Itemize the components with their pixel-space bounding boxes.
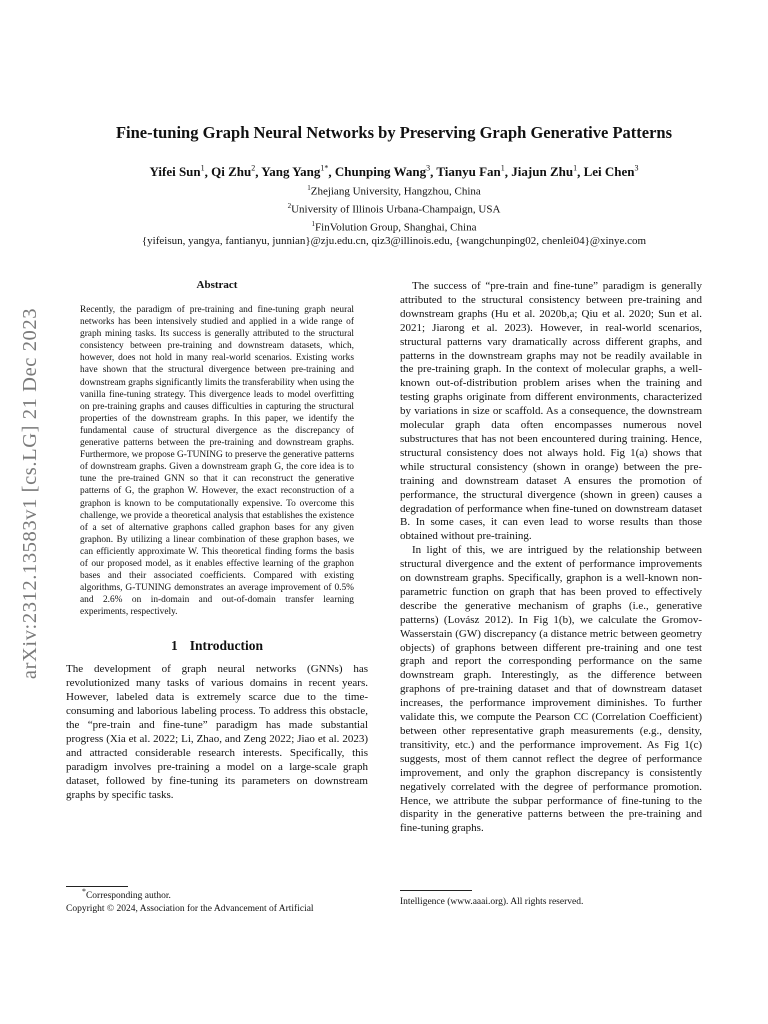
arxiv-stamp bbox=[16, 268, 46, 718]
corresponding-author-note: *Corresponding author. bbox=[82, 887, 171, 902]
copyright-continued: Intelligence (www.aaai.org). All rights reserved. bbox=[400, 897, 584, 907]
right-column bbox=[400, 280, 702, 836]
paper-title: Fine-tuning Graph Neural Networks by Preserving Graph Generative Patterns bbox=[115, 123, 673, 142]
section-heading-introduction bbox=[66, 638, 368, 654]
body-paragraph: In light of this, we are intrigued by the relationship between structural divergence and the extent of performance improvements on downstream graphs. Specifically, graphon is a well-known non-parametric function on graph that has been proved to effectively describe the generative mechanism of graphs (i.e., generative patterns) (Lovász 2012). In Fig 1(b), we calculate the Gromov-Wasserstain (GW) discrepancy (a distance metric between geometry objects) of graphons between different pre-training and one test graph and report the corresponding performance on the same downstream graph. Interestingly, as the difference between graphons of pre-training dataset and that of downstream dataset increases, the performance improvement diminishes. To further validate this, we compute the Pearson CC (Correlation Coefficient) between other representative graph measurements (e.g., density, transitivity, etc.) and the performance improvement. As Fig 1(c) suggests, most of them cannot reflect the degree of performance improvement, and only the graphon discrepancy is consistently negatively correlated with the degree of performance promotion. Hence, we attribute the subpar performance of fine-tuning to the disparity in the generative patterns between the pre-training and fine-tuning graphs. bbox=[400, 544, 702, 835]
footnote-left bbox=[66, 886, 376, 915]
author-list: Yifei Sun$^1$, Qi Zhu$^2$, Yang Yang$^{1*}$, Chunping Wang$^3$, Tianyu Fan$^1$, Jiajun Zhu$^1$, Lei Chen$^3$ bbox=[149, 164, 639, 180]
left-column bbox=[66, 278, 368, 803]
copyright-line: Copyright © 2024, Association for the Advancement of Artificial bbox=[66, 903, 314, 914]
paper-header bbox=[60, 122, 728, 248]
author: Yifei Sun$^1$ bbox=[149, 164, 205, 180]
author: Yang Yang$^{1*}$ bbox=[261, 164, 329, 180]
section-title: Introduction bbox=[189, 638, 264, 654]
affiliation: $^2$University of Illinois Urbana-Champaign, USA bbox=[287, 201, 501, 216]
author-emails: {yifeisun, yangya, fantianyu, junnian}@zju.edu.cn, qiz3@illinois.edu, {wangchunping02, chenlei04}@xinye.com bbox=[141, 235, 647, 248]
arxiv-stamp-text: arXiv:2312.13583v1 [cs.LG] 21 Dec 2023 bbox=[19, 307, 42, 679]
abstract-heading: Abstract bbox=[196, 279, 238, 291]
footnote-divider bbox=[400, 890, 472, 891]
abstract-body: Recently, the paradigm of pre-training and fine-tuning graph neural networks has been intensively studied and applied in a wide range of graph mining tasks. Its success is generally attributed to the structural consistency between pre-training and downstream datasets, which, however, does not hold in many real-world scenarios. Existing works have shown that the structural divergence between pre-training and downstream graphs significantly limits the transferability when using the vanilla fine-tuning strategy. This divergence leads to model overfitting on pre-training graphs and causes difficulties in capturing the structural properties of the downstream graphs. In this paper, we identify the fundamental cause of structural divergence as the discrepancy of generative patterns between the pre-training and downstream graphs. Furthermore, we propose G-TUNING to preserve the generative patterns of downstream graphs. Given a downstream graph G, the core idea is to tune the pre-trained GNN so that it can reconstruct the generative patterns of G, the graphon W. However, the exact reconstruction of a graphon is known to be computationally expensive. To overcome this challenge, we provide a theoretical analysis that establishes the existence of a set of alternative graphons called graphon bases for any given graphon. By utilizing a linear combination of these graphon bases, we can efficiently approximate W. This theoretical finding forms the basis of our proposed model, as it enables effective learning of the graphon bases and their associated coefficients. Compared with existing algorithms, G-TUNING demonstrates an average improvement of 0.5% and 2.6% on in-domain and out-of-domain transfer learning experiments, respectively. bbox=[80, 305, 354, 618]
author: Chunping Wang$^3$ bbox=[334, 164, 431, 180]
body-paragraph: The success of “pre-train and fine-tune” paradigm is generally attributed to the structural consistency between pre-training and downstream graphs (Hu et al. 2020b,a; Qiu et al. 2020; Sun et al. 2021; Jiarong et al. 2023). However, in real-world scenarios, structural patterns vary dramatically across different graphs, and patterns in the downstream graphs may not be readily available in the pre-training graph. In the context of molecular graphs, a well-known out-of-distribution problem arises when the training and testing graphs originate from different environments, characterized by variations in size or scaffold. As a consequence, the downstream molecular graph data often encompasses numerous novel substructures that has not been encountered during training. Hence, structural consistency does not always hold. Fig 1(a) shows that while structural consistency (shown in orange) between the pre-training and downstream dataset A ensures the promotion of performance, the structural divergence (shown in green) causes a degradation of performance when fine-tuned on downstream dataset B. In some cases, it can even lead to worse results than those obtained without pre-training. bbox=[400, 280, 702, 543]
affiliation: $^1$FinVolution Group, Shanghai, China bbox=[311, 219, 477, 234]
author: Qi Zhu$^2$ bbox=[211, 164, 256, 180]
author: Jiajun Zhu$^1$ bbox=[511, 164, 578, 180]
author: Tianyu Fan$^1$ bbox=[436, 164, 505, 180]
affiliation: $^1$Zhejiang University, Hangzhou, China bbox=[307, 184, 481, 198]
section-number: 1 bbox=[170, 638, 178, 654]
intro-paragraph: The development of graph neural networks (GNNs) has revolutionized many tasks of various domains in recent years. However, labeled data is extremely scarce due to the time-consuming and laborious labeling process. To address this obstacle, the “pre-train and fine-tune” paradigm has made substantial progress (Xia et al. 2022; Li, Zhao, and Zeng 2022; Jiao et al. 2023) and attracted considerable research interests. Specifically, this paradigm involves pre-training a model on a large-scale graph dataset, followed by fine-tuning its parameters on downstream graphs by specific tasks. bbox=[66, 663, 368, 801]
author: Lei Chen$^3$ bbox=[583, 164, 639, 180]
